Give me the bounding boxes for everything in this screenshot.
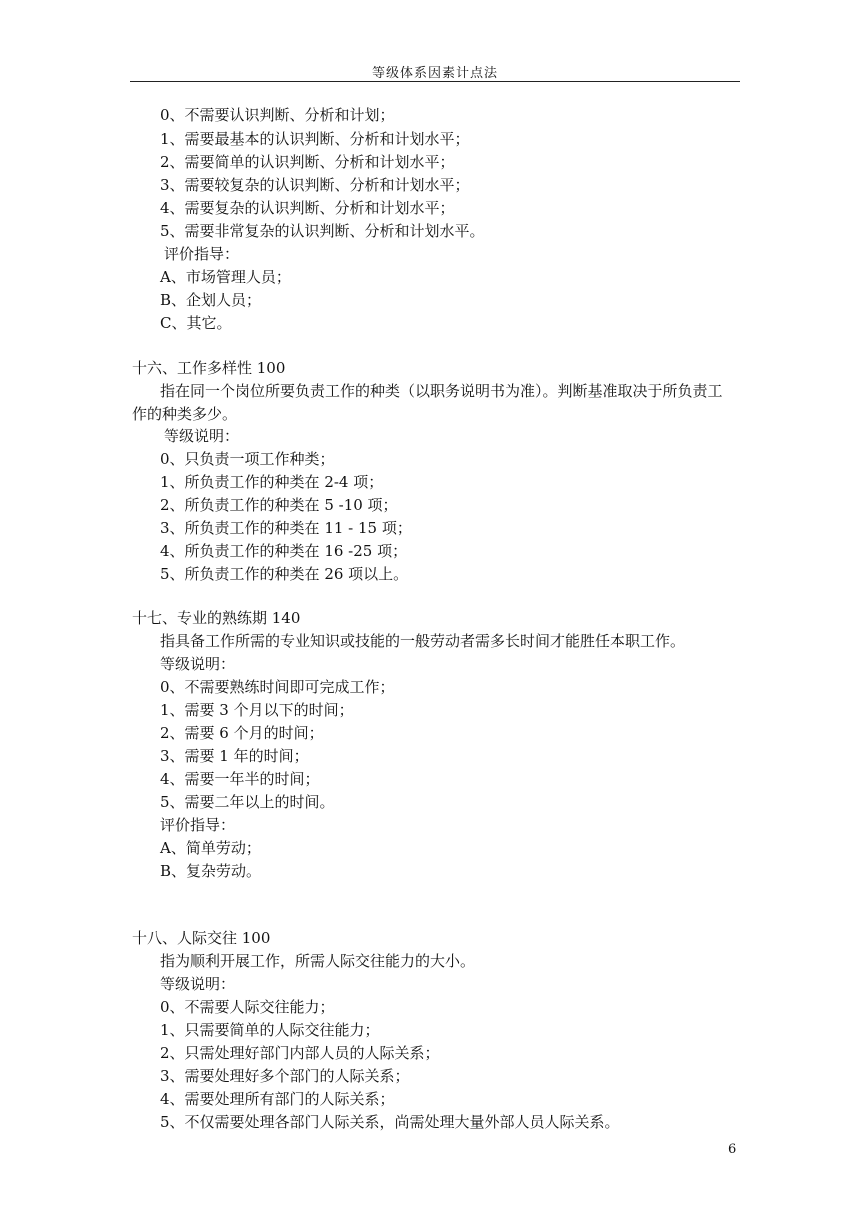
s15-guide-b: B、企划人员； <box>160 291 262 309</box>
s17-guide-b: B、复杂劳动。 <box>160 862 262 880</box>
s16-level-0: 0、只负责一项工作种类； <box>160 450 335 468</box>
s17-level-2: 2、需要 6 个月的时间； <box>160 724 324 742</box>
s18-level-4: 4、需要处理所有部门的人际关系； <box>160 1090 395 1108</box>
s16-title: 十六、工作多样性 100 <box>132 359 286 377</box>
s15-level-1: 1、需要最基本的认识判断、分析和计划水平； <box>160 130 470 148</box>
header-rule <box>130 81 740 82</box>
s16-level-2: 2、所负责工作的种类在 5 -10 项； <box>160 496 398 514</box>
s17-level-5: 5、需要二年以上的时间。 <box>160 793 335 811</box>
s17-guide-a: A、简单劳动； <box>160 839 261 857</box>
s16-level-5: 5、所负责工作的种类在 26 项以上。 <box>160 565 409 583</box>
s17-title: 十七、专业的熟练期 140 <box>132 609 301 627</box>
s15-level-5: 5、需要非常复杂的认识判断、分析和计划水平。 <box>160 222 485 240</box>
s18-level-3: 3、需要处理好多个部门的人际关系； <box>160 1067 410 1085</box>
s18-level-1: 1、只需要简单的人际交往能力； <box>160 1021 380 1039</box>
s18-level-2: 2、只需处理好部门内部人员的人际关系； <box>160 1044 440 1062</box>
s16-level-1: 1、所负责工作的种类在 2-4 项； <box>160 473 384 491</box>
page-header: 等级体系因素计点法 <box>371 66 498 81</box>
s16-desc: 指在同一个岗位所要负责工作的种类（以职务说明书为准）。判断基准取决于所负责工作的种类多少。 <box>132 382 723 423</box>
s15-guide-a: A、市场管理人员； <box>160 268 291 286</box>
s18-levels-title: 等级说明： <box>160 975 236 993</box>
s18-level-0: 0、不需要人际交往能力； <box>160 998 335 1016</box>
s15-level-0: 0、不需要认识判断、分析和计划； <box>160 106 395 124</box>
s18-title: 十八、人际交往 100 <box>132 929 271 947</box>
s15-level-3: 3、需要较复杂的认识判断、分析和计划水平； <box>160 176 470 194</box>
s15-guide-c: C、其它。 <box>160 314 232 332</box>
s15-guide-title: 评价指导： <box>164 245 240 263</box>
s17-level-4: 4、需要一年半的时间； <box>160 770 320 788</box>
s16-level-3: 3、所负责工作的种类在 11 - 15 项； <box>160 519 412 537</box>
s17-level-3: 3、需要 1 年的时间； <box>160 747 309 765</box>
s15-level-2: 2、需要简单的认识判断、分析和计划水平； <box>160 153 455 171</box>
s15-level-4: 4、需要复杂的认识判断、分析和计划水平； <box>160 199 455 217</box>
s16-level-4: 4、所负责工作的种类在 16 -25 项； <box>160 542 408 560</box>
s17-level-0: 0、不需要熟练时间即可完成工作； <box>160 678 395 696</box>
s18-level-5: 5、不仅需要处理各部门人际关系，尚需处理大量外部人员人际关系。 <box>160 1113 620 1131</box>
s18-desc: 指为顺利开展工作，所需人际交往能力的大小。 <box>160 952 476 970</box>
page-number: 6 <box>728 1142 737 1157</box>
s17-levels-title: 等级说明： <box>160 655 236 673</box>
s17-desc: 指具备工作所需的专业知识或技能的一般劳动者需多长时间才能胜任本职工作。 <box>160 632 686 650</box>
s17-guide-title: 评价指导： <box>160 816 236 834</box>
s16-levels-title: 等级说明： <box>164 427 240 445</box>
s17-level-1: 1、需要 3 个月以下的时间； <box>160 701 354 719</box>
